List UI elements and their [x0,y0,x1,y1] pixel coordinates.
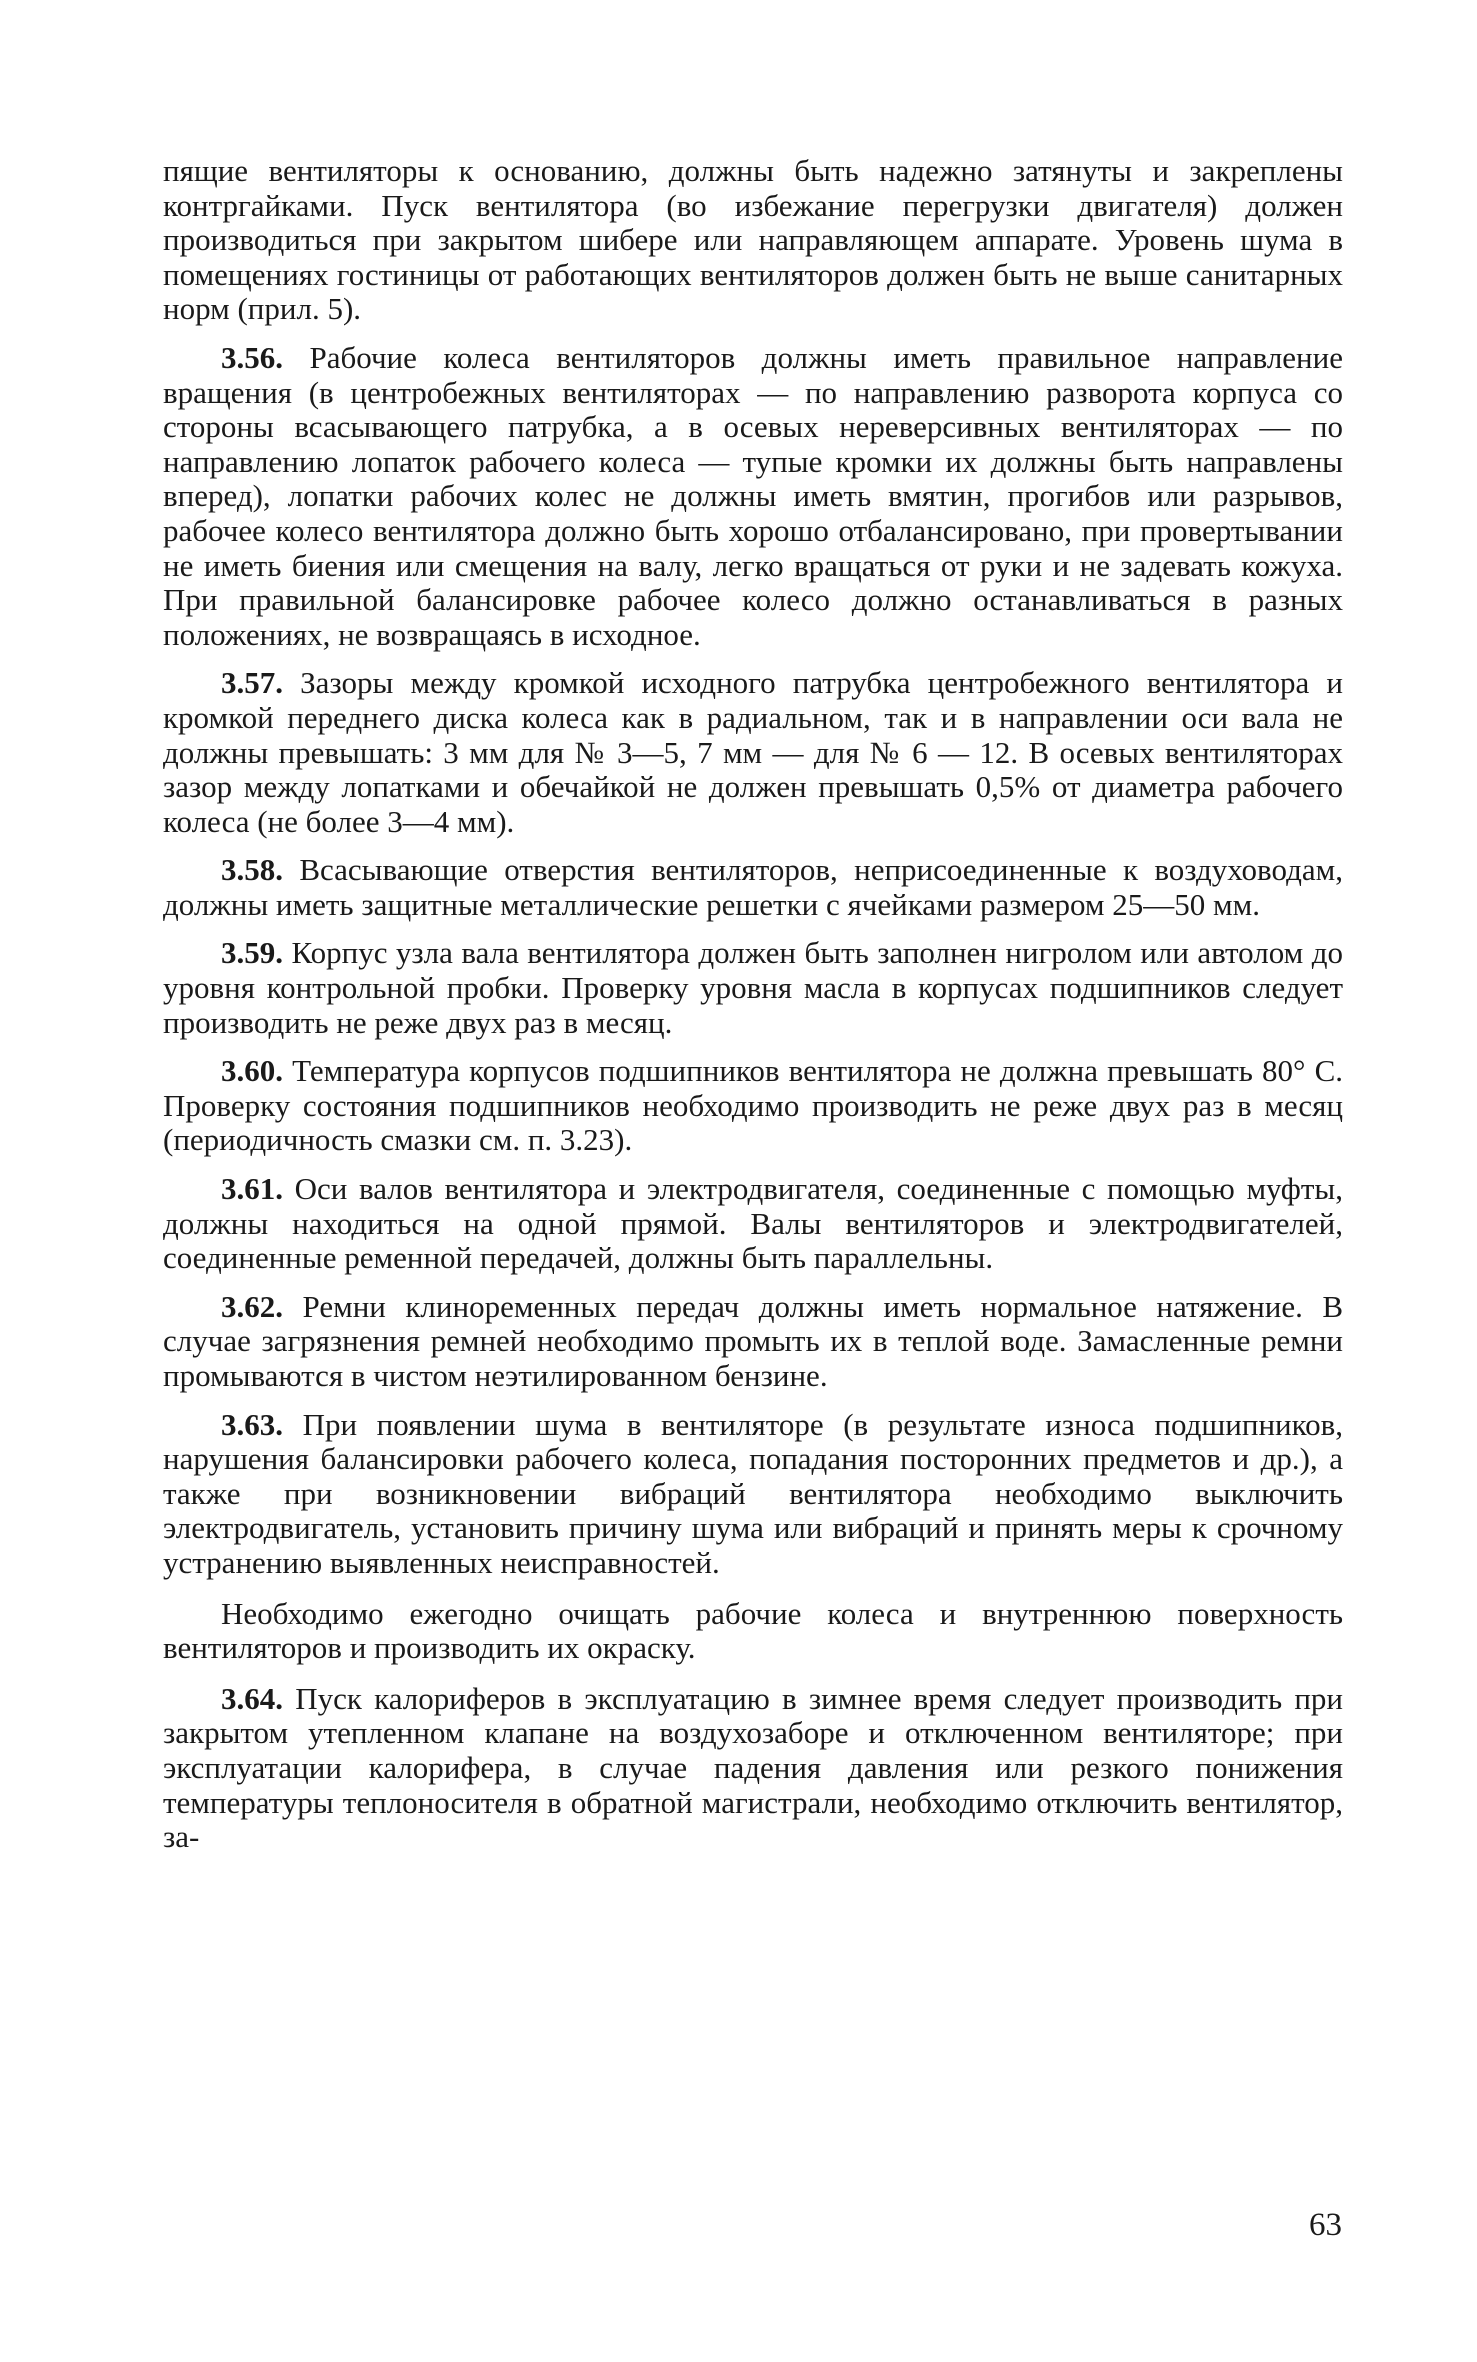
clause-number: 3.56. [221,339,283,375]
paragraph-text: Корпус узла вала вентилятора должен быть заполнен нигролом или автолом до уровня контрольной пробки. Проверку уровня масла в корпусах подшипников следует производить не реже двух раз в месяц. [163,935,1344,1040]
paragraph-3-56 [163,341,1343,652]
clause-number: 3.60. [221,1053,283,1089]
paragraph-text: Всасывающие отверстия вентиляторов, неприсоединенные к воздуховодам, должны иметь защитные металлические решетки с ячейками размером 25—50 мм. [163,852,1343,922]
paragraph-continuation [163,154,1343,327]
paragraph-3-60 [163,1054,1343,1158]
paragraph-3-58 [163,853,1343,922]
paragraph-text: При появлении шума в вентиляторе (в результате износа подшипников, нарушения балансировки рабочего колеса, попадания посторонних предметов и др.), а также при возникновении вибраций вентилятора необходимо выключить электродвигатель, установить причину шума или вибраций и принять меры к срочному устранению выявленных неисправностей. [163,1406,1344,1580]
paragraph-3-63 [163,1408,1343,1581]
paragraph-3-59 [163,936,1343,1040]
clause-number: 3.64. [221,1680,283,1716]
paragraph-text: Пуск калориферов в эксплуатацию в зимнее время следует производить при закрытом утепленном клапане на воздухозаборе и отключенном вентиляторе; при эксплуатации калорифера, в случае падения давления или резкого понижения температуры теплоносителя в обратной магистрали, необходимо отключить вентилятор, за- [163,1680,1344,1855]
document-page [163,154,1343,1855]
paragraph-text: Необходимо ежегодно очищать рабочие колеса и внутреннюю поверхность вентиляторов и производить их окраску. [163,1595,1343,1666]
clause-number: 3.58. [221,852,283,888]
page-number: 63 [1309,2207,1342,2243]
paragraph-text: Зазоры между кромкой исходного патрубка центробежного вентилятора и кромкой переднего диска колеса как в радиальном, так и в направлении оси вала не должны превышать: 3 мм для № 3—5, 7 мм — для № 6 — 12. В осевых вентиляторах зазор между лопатками и обечайкой не должен превышать 0,5% от диаметра рабочего колеса (не более 3—4 мм). [163,665,1344,839]
clause-number: 3.61. [221,1171,283,1207]
clause-number: 3.63. [221,1406,283,1442]
paragraph-3-62 [163,1290,1343,1394]
paragraph-text: пящие вентиляторы к основанию, должны быть надежно затянуты и закреплены контргайками. Пуск вентилятора (во избежание перегрузки двигателя) должен производиться при закрытом шибере или направляющем аппарате. Уровень шума в помещениях гостиницы от работающих вентиляторов должен быть не выше санитарных норм (прил. 5). [163,153,1343,327]
clause-number: 3.62. [221,1288,283,1324]
paragraph-3-64 [163,1682,1343,1855]
paragraph-text: Рабочие колеса вентиляторов должны иметь правильное направление вращения (в центробежных вентиляторах — по направлению разворота корпуса со стороны всасывающего патрубка, а в осевых нереверсивных вентиляторах — по направлению лопаток рабочего колеса — тупые кромки их должны быть направлены вперед), лопатки рабочих колес не должны иметь вмятин, прогибов или разрывов, рабочее колесо вентилятора должно быть хорошо отбалансировано, при провертывании не иметь биения или смещения на валу, легко вращаться от руки и не задевать кожуха. При правильной балансировке рабочее колесо должно останавливаться в разных положениях, не возвращаясь в исходное. [163,339,1343,652]
paragraph-text: Ремни клиноременных передач должны иметь нормальное натяжение. В случае загрязнения ремней необходимо промыть их в теплой воде. Замасленные ремни промываются в чистом неэтилированном бензине. [163,1288,1343,1393]
clause-number: 3.57. [221,665,283,701]
paragraph-3-57 [163,666,1343,839]
paragraph-3-61 [163,1172,1343,1276]
paragraph-text: Температура корпусов подшипников вентилятора не должна превышать 80° С. Проверку состояния подшипников необходимо производить не реже двух раз в месяц (периодичность смазки см. п. 3.23). [163,1053,1343,1158]
clause-number: 3.59. [221,935,283,971]
paragraph-unnumbered [163,1597,1343,1666]
paragraph-text: Оси валов вентилятора и электродвигателя, соединенные с помощью муфты, должны находиться на одной прямой. Валы вентиляторов и электродвигателей, соединенные ременной передачей, должны быть параллельны. [163,1171,1344,1276]
